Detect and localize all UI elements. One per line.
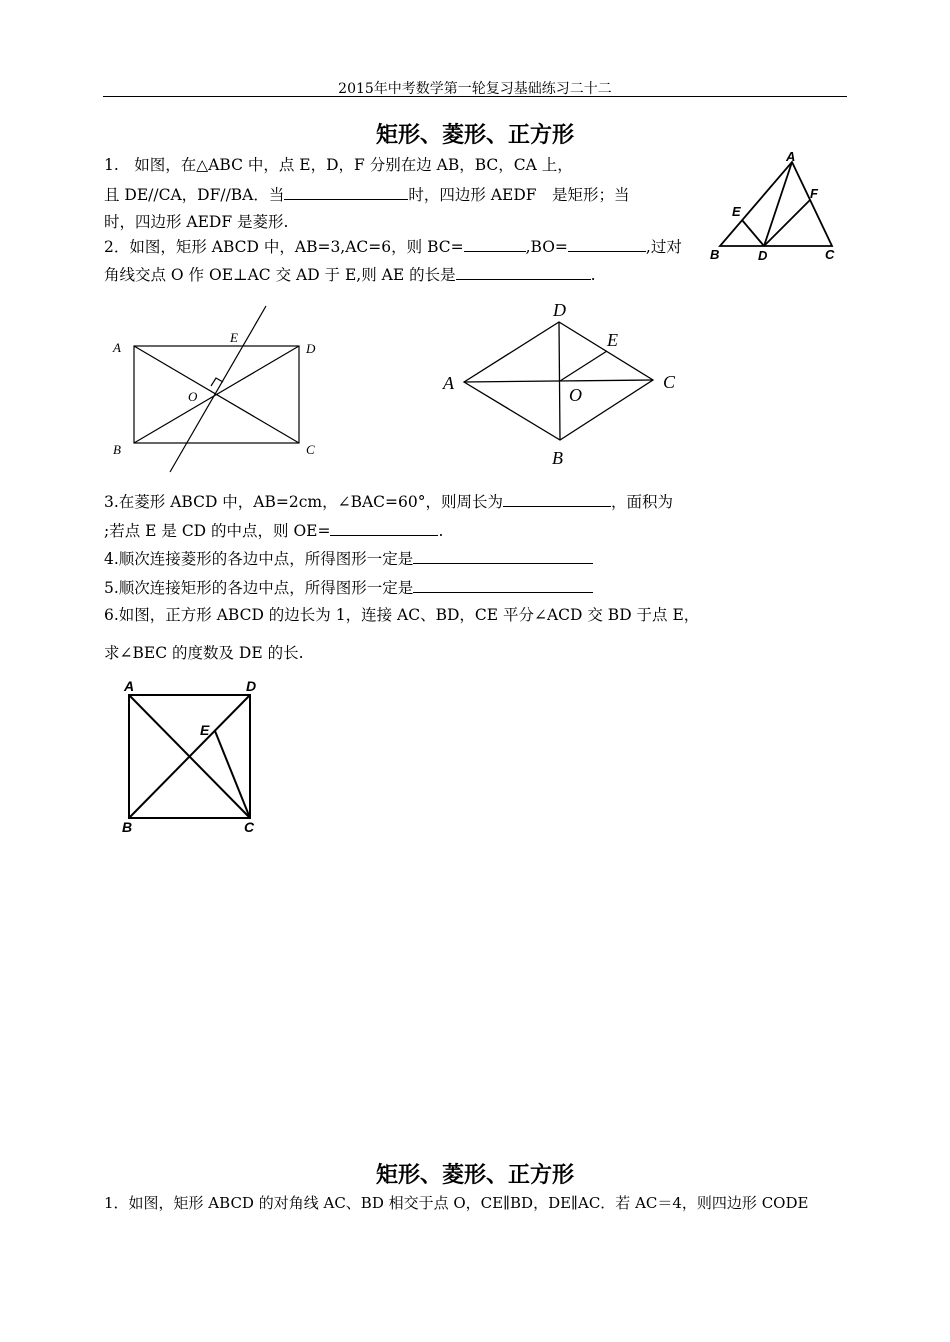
diagonal-ac [464, 380, 653, 382]
q3-answer-blank-perimeter[interactable] [503, 491, 611, 507]
q3-line1: 3.在菱形 ABCD 中，AB=2cm，∠BAC=60°，则周长为 ，面积为 [104, 493, 674, 511]
right-angle-mark [211, 378, 223, 386]
label-b: B [710, 247, 720, 262]
q6-line2: 求∠BEC 的度数及 DE 的长. [104, 644, 304, 662]
rectangle-figure [108, 300, 316, 480]
label-c: C [663, 372, 676, 392]
q6-line1: 6.如图，正方形 ABCD 的边长为 1，连接 AC、BD，CE 平分∠ACD 交 BD 于点 E， [104, 606, 700, 624]
label-e: E [732, 204, 741, 219]
label-a: A [443, 373, 454, 393]
q2-answer-blank-bc[interactable] [464, 236, 526, 252]
q2-answer-blank-bo[interactable] [568, 236, 646, 252]
label-d: D [306, 341, 316, 356]
section-title: 矩形、菱形、正方形 [375, 123, 574, 148]
q4-line: 4.顺次连接菱形的各边中点，所得图形一定是 [104, 548, 593, 569]
label-e: E [230, 330, 238, 345]
q1-line2: 且 DE//CA，DF//BA．当 时，四边形 AEDF 是矩形；当 [104, 186, 630, 204]
triangle-figure [708, 150, 848, 265]
segment-ad [764, 162, 792, 246]
q1-line1: 1. 如图，在△ABC 中，点 E，D，F 分别在边 AB，BC，CA 上， [104, 156, 573, 174]
label-b: B [552, 448, 563, 468]
q1-answer-blank-1[interactable] [284, 184, 408, 200]
label-o: O [188, 389, 198, 404]
label-c: C [825, 247, 835, 262]
q3-line2: ;若点 E 是 CD 的中点，则 OE= . [104, 522, 444, 540]
label-a: A [124, 678, 135, 694]
label-c: C [306, 442, 315, 457]
segment-ce [215, 731, 250, 818]
header-rule [103, 96, 847, 97]
label-b: B [113, 442, 121, 457]
section2-title: 矩形、菱形、正方形 [375, 1163, 574, 1188]
q3-answer-blank-oe[interactable] [330, 520, 438, 536]
rhombus-figure [440, 298, 690, 473]
label-e: E [200, 722, 210, 738]
q2-line1: 2．如图，矩形 ABCD 中，AB=3,AC=6，则 BC= ,BO= ,过对 [104, 238, 682, 256]
segment-ed [742, 220, 764, 246]
q5-line: 5.顺次连接矩形的各边中点，所得图形一定是 [104, 577, 593, 598]
label-d: D [553, 300, 566, 320]
label-d: D [758, 248, 768, 263]
q1-line3: 时，四边形 AEDF 是菱形. [104, 213, 289, 231]
square-figure [118, 676, 268, 836]
label-b: B [122, 819, 133, 835]
diagonal-bd [559, 322, 560, 440]
label-o: O [569, 385, 582, 405]
label-c: C [244, 819, 255, 835]
q5-answer-blank[interactable] [413, 577, 593, 593]
q2-line2: 角线交点 O 作 OE⊥AC 交 AD 于 E,则 AE 的长是 . [104, 266, 596, 284]
line-oe [170, 306, 266, 472]
page-header: 2015年中考数学第一轮复习基础练习二十二 [338, 81, 612, 97]
label-e: E [607, 330, 618, 350]
q2-answer-blank-ae[interactable] [456, 264, 591, 280]
label-f: F [810, 186, 818, 201]
label-a: A [786, 149, 796, 164]
segment-oe [560, 351, 607, 381]
q4-answer-blank[interactable] [413, 548, 593, 564]
section2-q1-line: 1．如图，矩形 ABCD 的对角线 AC、BD 相交于点 O，CE∥BD，DE∥AC．若 AC＝4，则四边形 CODE [104, 1194, 809, 1212]
label-d: D [246, 678, 257, 694]
label-a: A [113, 340, 121, 355]
